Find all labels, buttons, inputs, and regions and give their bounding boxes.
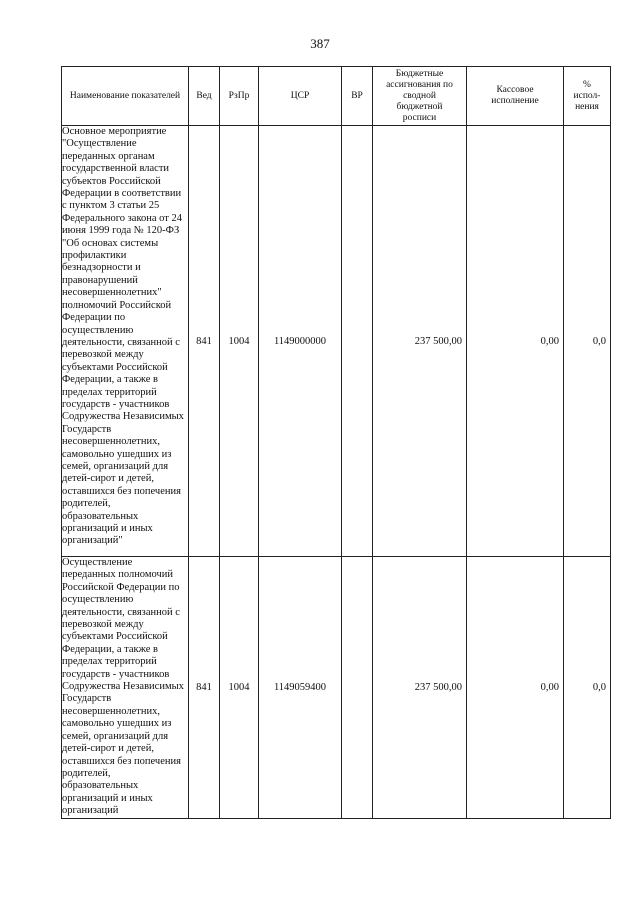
row-ved: 841 — [189, 126, 220, 557]
row-percent: 0,0 — [564, 557, 611, 819]
row-cash: 0,00 — [467, 557, 564, 819]
table-row — [62, 126, 611, 557]
row-cash: 0,00 — [467, 126, 564, 557]
row-ved: 841 — [189, 557, 220, 819]
row-rzpr: 1004 — [220, 126, 259, 557]
row-vr — [342, 126, 373, 557]
budget-table — [61, 66, 611, 819]
row-rzpr: 1004 — [220, 557, 259, 819]
row-name: Основное мероприятие "Осуществление переданных органам государственной власти субъектов Российской Федерации в соответствии с пунктом 3 статьи 25 Федерального закона от 24 июня 1999 года № 120-ФЗ "Об основах системы профилактики безнадзорности и правонарушений несовершеннолетних" полномочий Российской Федерации по осуществлению деятельности, связанной с перевозкой между субъектами Российской Федерации, а также в пределах территорий государств - участников Содружества Независимых Государств несовершеннолетних, самовольно ушедших из семей, организаций для детей-сирот и детей, оставшихся без попечения родителей, образовательных организаций и иных организаций" — [62, 126, 189, 557]
row-csr: 1149059400 — [259, 557, 342, 819]
table-row — [62, 557, 611, 819]
header-percent: % испол-нения — [564, 67, 611, 126]
row-budget: 237 500,00 — [373, 126, 467, 557]
header-vr: ВР — [342, 67, 373, 126]
header-ved: Вед — [189, 67, 220, 126]
row-budget: 237 500,00 — [373, 557, 467, 819]
header-budget: Бюджетные ассигнования по сводной бюджетной росписи — [373, 67, 467, 126]
table-header-row — [62, 67, 611, 126]
header-rzpr: РзПр — [220, 67, 259, 126]
page-number: 387 — [310, 36, 330, 51]
header-cash: Кассовое исполнение — [467, 67, 564, 126]
row-percent: 0,0 — [564, 126, 611, 557]
row-vr — [342, 557, 373, 819]
row-csr: 1149000000 — [259, 126, 342, 557]
row-name: Осуществление переданных полномочий Российской Федерации по осуществлению деятельности, связанной с перевозкой между субъектами Российской Федерации, а также в пределах территорий государств - участников Содружества Независимых Государств несовершеннолетних, самовольно ушедших из семей, организаций для детей-сирот и детей, оставшихся без попечения родителей, образовательных организаций и иных организаций — [62, 557, 189, 819]
header-csr: ЦСР — [259, 67, 342, 126]
header-name: Наименование показателей — [62, 67, 189, 126]
